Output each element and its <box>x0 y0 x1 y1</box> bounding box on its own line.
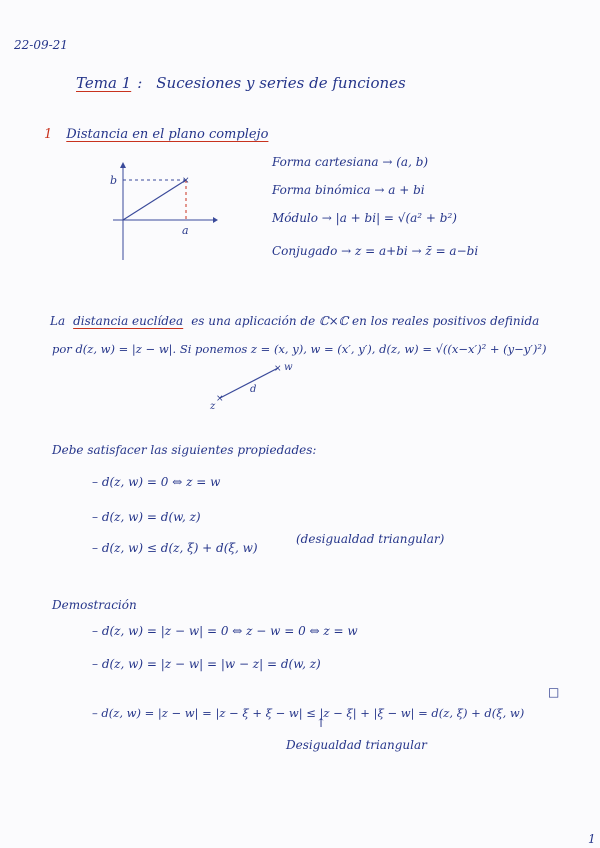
distance-diagram <box>208 360 298 410</box>
proof-line-3: – d(z, w) = |z − w| = |z − ξ + ξ − w| ≤ |z − ξ| + |ξ − w| = d(z, ξ) + d(ξ, w) <box>92 706 525 720</box>
label-b: b <box>110 174 118 187</box>
label-z: z <box>210 401 216 410</box>
definition-line-2: por d(z, w) = |z − w|. Si ponemos z = (x, y), w = (x′, y′), d(z, w) = √((x−x′)² + (y−y′)²) <box>52 342 547 356</box>
point-mark: × <box>182 176 190 186</box>
form-conjugate: Conjugado → z = a+bi → z̄ = a−bi <box>272 244 479 258</box>
topic-subject: Sucesiones y series de funciones <box>156 74 406 92</box>
proof-line-2: – d(z, w) = |z − w| = |w − z| = d(w, z) <box>92 657 321 671</box>
properties-heading: Debe satisfacer las siguientes propiedades: <box>52 443 317 457</box>
topic-title <box>76 74 406 92</box>
property-3-note: (desigualdad triangular) <box>296 532 445 546</box>
z-mark: × <box>216 394 224 404</box>
definition-prefix: La <box>50 314 66 328</box>
section-number: 1 <box>44 127 53 142</box>
form-modulus: Módulo → |a + bi| = √(a² + b²) <box>272 211 457 225</box>
label-w: w <box>284 362 293 373</box>
x-axis-arrow <box>213 217 218 223</box>
form-cartesian: Forma cartesiana → (a, b) <box>272 155 429 169</box>
distance-segment <box>220 368 278 398</box>
property-2: – d(z, w) = d(w, z) <box>92 510 201 524</box>
definition-term: distancia euclídea <box>73 314 184 328</box>
topic-label: Tema 1 <box>76 74 132 92</box>
definition-rest: es una aplicación de ℂ×ℂ en los reales positivos definida <box>191 314 540 328</box>
section-title: Distancia en el plano complejo <box>66 127 269 142</box>
triangle-arrow: ↑ <box>316 716 327 730</box>
complex-plane-diagram <box>108 160 218 265</box>
title-colon: : <box>137 74 143 92</box>
triangle-note: Desigualdad triangular <box>286 738 427 752</box>
y-axis-arrow <box>120 162 126 168</box>
proof-heading: Demostración <box>52 598 137 612</box>
qed-symbol: □ <box>548 685 560 699</box>
page-number: 1 <box>588 832 596 846</box>
form-binomial: Forma binómica → a + bi <box>272 183 425 197</box>
date: 22-09-21 <box>14 38 68 52</box>
property-1: – d(z, w) = 0 ⇔ z = w <box>92 475 221 489</box>
section-heading <box>44 127 268 142</box>
definition-line-1 <box>50 314 539 328</box>
w-mark: × <box>274 364 282 374</box>
vector-line <box>123 180 186 220</box>
label-d: d <box>250 384 257 395</box>
label-a: a <box>182 224 189 237</box>
proof-line-1: – d(z, w) = |z − w| = 0 ⇔ z − w = 0 ⇔ z = w <box>92 624 358 638</box>
property-3: – d(z, w) ≤ d(z, ξ) + d(ξ, w) <box>92 541 258 555</box>
